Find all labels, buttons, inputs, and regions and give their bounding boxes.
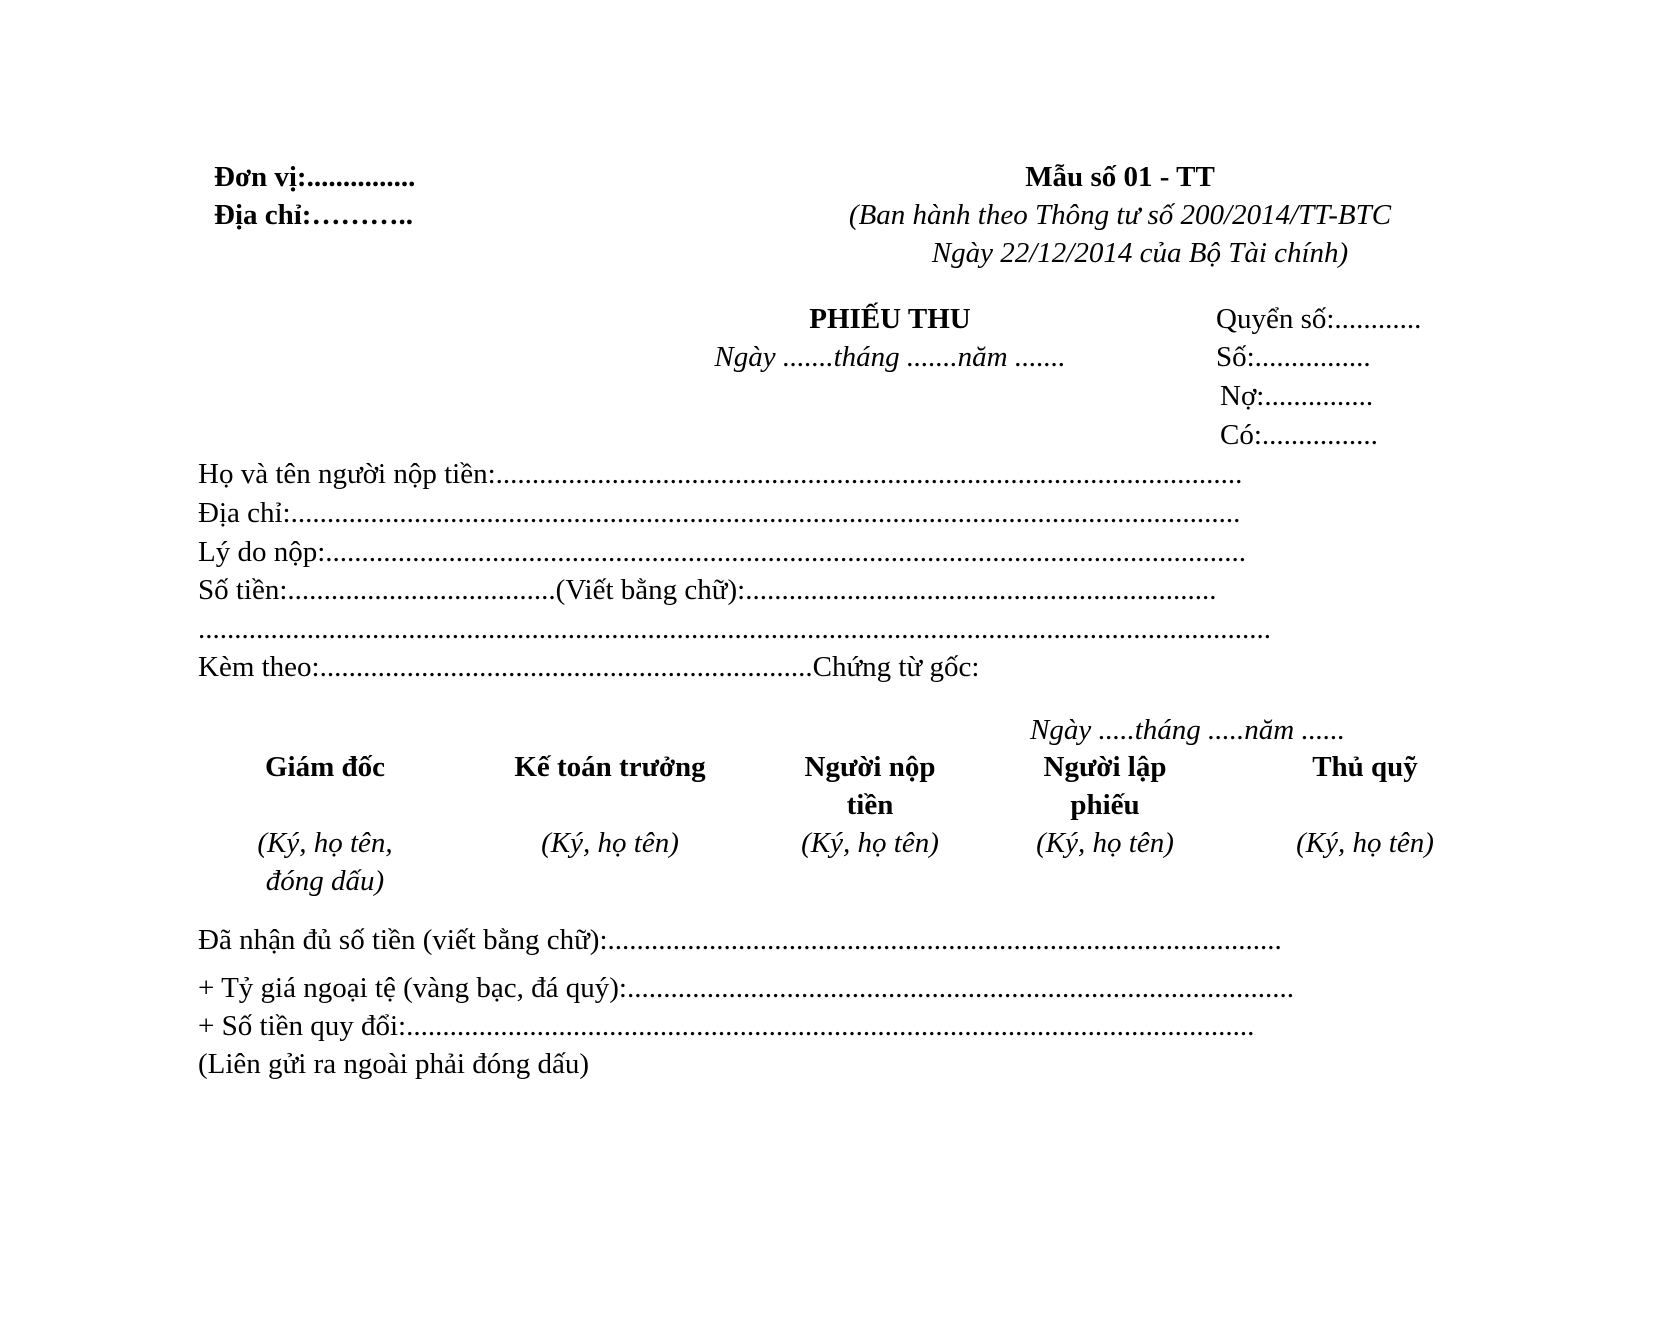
receipt-number: Số:................ (1216, 341, 1371, 373)
signature-note: (Ký, họ tên) (1296, 827, 1434, 859)
attached-field: Kèm theo:....................................................................Chứng từ gốc: (198, 651, 980, 683)
signature-cashier (1260, 748, 1470, 862)
exchange-rate-field: + Tỷ giá ngoại tệ (vàng bạc, đá quý):............................................................................................ (198, 972, 1294, 1004)
issued-line-2: Ngày 22/12/2014 của Bộ Tài chính) (931, 237, 1349, 269)
signature-chief-accountant (490, 748, 730, 862)
signature-preparer (1010, 748, 1200, 862)
debit-account: Nợ:............... (1220, 380, 1374, 412)
signature-title: Thủ quỹ (1312, 751, 1418, 783)
signature-director (200, 748, 450, 900)
issued-line-1: (Ban hành theo Thông tư số 200/2014/TT-BTC (848, 199, 1392, 231)
document-date: Ngày .......tháng .......năm ....... (714, 341, 1066, 373)
credit-account: Có:................ (1220, 419, 1378, 451)
amount-field: Số tiền:.....................................(Viết bằng chữ):................................................................. (198, 574, 1217, 606)
signature-date: Ngày .....tháng .....năm ...... (1030, 714, 1345, 746)
signature-note: (Ký, họ tên, đóng dấu) (257, 827, 393, 897)
received-amount-field: Đã nhận đủ số tiền (viết bằng chữ):............................................................................................. (198, 924, 1282, 956)
signature-title: Người lập phiếu (1043, 751, 1167, 821)
document-title: PHIẾU THU (809, 303, 971, 335)
unit-field: Đơn vị:............... (214, 161, 416, 193)
payer-name-field: Họ và tên người nộp tiền:....................................................................................................... (198, 458, 1243, 490)
book-number: Quyển số:............ (1216, 303, 1422, 335)
signature-note: (Ký, họ tên) (1036, 827, 1174, 859)
signature-payer (775, 748, 965, 862)
stamp-note: (Liên gửi ra ngoài phải đóng dấu) (198, 1048, 589, 1080)
unit-address-field: Địa chỉ:……….. (214, 199, 413, 231)
payer-address-field: Địa chỉ:................................................................................................................................... (198, 497, 1241, 529)
amount-continuation: .................................................................................................................................................... (198, 613, 1271, 645)
converted-amount-field: + Số tiền quy đổi:..................................................................................................................... (198, 1010, 1255, 1042)
reason-field: Lý do nộp:............................................................................................................................... (198, 536, 1247, 568)
form-code: Mẫu số 01 - TT (1025, 161, 1215, 193)
signature-note: (Ký, họ tên) (541, 827, 679, 859)
signature-title: Kế toán trưởng (514, 751, 706, 783)
signature-note: (Ký, họ tên) (801, 827, 939, 859)
signature-title: Giám đốc (264, 751, 386, 783)
signature-title: Người nộp tiền (804, 751, 936, 821)
